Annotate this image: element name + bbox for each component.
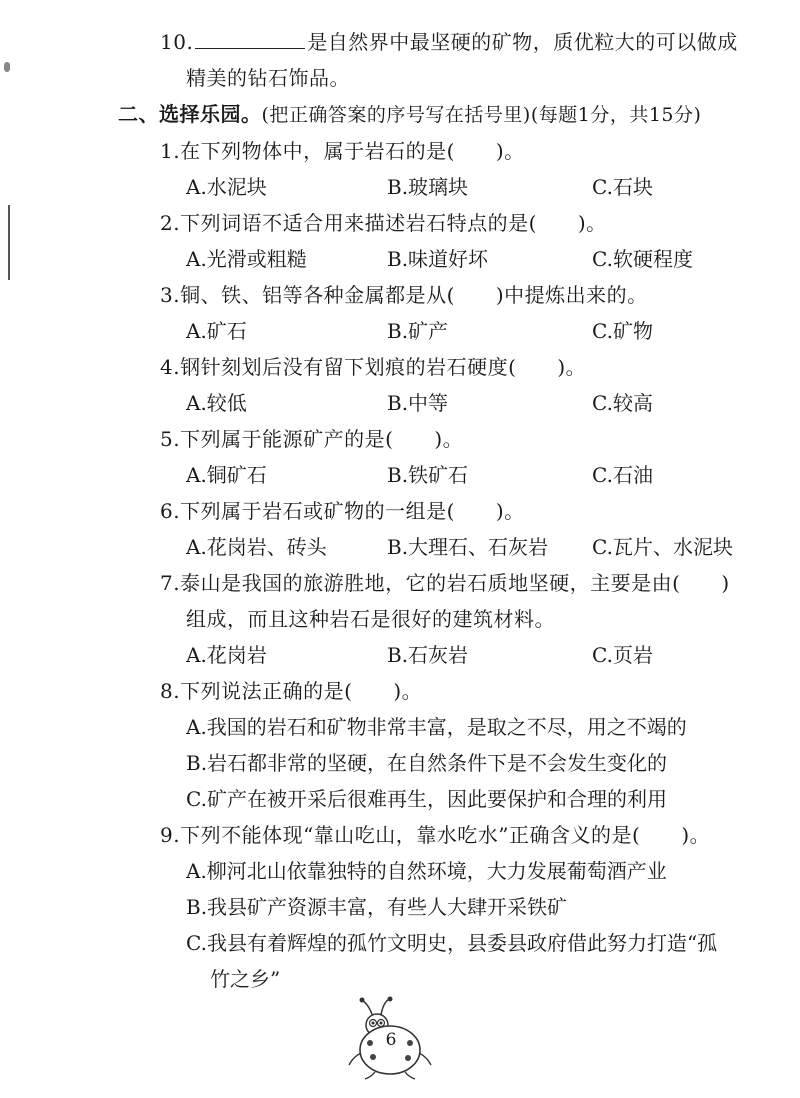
question-8-option-a[interactable]: A.我国的岩石和矿物非常丰富，是取之不尽，用之不竭的 (186, 715, 687, 739)
question-9-option-b[interactable]: B.我县矿产资源丰富，有些人大肆开采铁矿 (186, 895, 568, 919)
question-3-stem: 3.铜、铁、铝等各种金属都是从( )中提炼出来的。 (160, 283, 648, 307)
question-10-line1 (160, 28, 738, 56)
question-9-option-c-line1[interactable]: C.我县有着辉煌的孤竹文明史，县委县政府借此努力打造“孤 (186, 931, 718, 955)
question-1-option-b[interactable]: B.玻璃块 (387, 175, 469, 199)
question-5-stem: 5.下列属于能源矿产的是( )。 (160, 427, 464, 451)
question-5-option-c[interactable]: C.石油 (592, 463, 653, 487)
question-1-stem: 1.在下列物体中，属于岩石的是( )。 (160, 139, 525, 163)
question-3-option-c[interactable]: C.矿物 (592, 319, 653, 343)
question-3-option-b[interactable]: B.矿产 (387, 319, 449, 343)
question-8-option-c[interactable]: C.矿产在被开采后很难再生，因此要保护和合理的利用 (186, 787, 667, 811)
section-2-note: (把正确答案的序号写在括号里)(每题1分，共15分) (261, 104, 702, 126)
question-5-option-b[interactable]: B.铁矿石 (387, 463, 469, 487)
question-7-option-c[interactable]: C.页岩 (592, 643, 653, 667)
question-4-option-b[interactable]: B.中等 (387, 391, 449, 415)
question-8-stem: 8.下列说法正确的是( )。 (160, 679, 423, 703)
question-10-text: 是自然界中最坚硬的矿物，质优粒大的可以做成 (307, 30, 738, 54)
question-1-option-a[interactable]: A.水泥块 (186, 175, 267, 199)
question-7-option-a[interactable]: A.花岗岩 (186, 643, 267, 667)
question-2-option-b[interactable]: B.味道好坏 (387, 247, 489, 271)
question-4-option-a[interactable]: A.较低 (186, 391, 247, 415)
question-2-option-c[interactable]: C.软硬程度 (592, 247, 693, 271)
question-9-stem: 9.下列不能体现“靠山吃山，靠水吃水”正确含义的是( )。 (160, 823, 711, 847)
question-2-option-a[interactable]: A.光滑或粗糙 (186, 247, 307, 271)
margin-line (8, 205, 10, 280)
question-10-number: 10. (160, 30, 194, 54)
question-6-option-b[interactable]: B.大理石、石灰岩 (387, 535, 549, 559)
question-3-option-a[interactable]: A.矿石 (186, 319, 247, 343)
question-6-option-a[interactable]: A.花岗岩、砖头 (186, 535, 327, 559)
question-6-option-c[interactable]: C.瓦片、水泥块 (592, 535, 733, 559)
question-8-option-b[interactable]: B.岩石都非常的坚硬，在自然条件下是不会发生变化的 (186, 751, 668, 775)
margin-dot (4, 62, 10, 72)
question-5-option-a[interactable]: A.铜矿石 (186, 463, 267, 487)
question-7-option-b[interactable]: B.石灰岩 (387, 643, 469, 667)
answer-blank[interactable] (195, 28, 305, 49)
question-2-stem: 2.下列词语不适合用来描述岩石特点的是( )。 (160, 211, 607, 235)
section-2-title: 二、选择乐园。 (118, 102, 262, 126)
question-10-line2: 精美的钻石饰品。 (186, 66, 350, 90)
section-2-heading (118, 100, 701, 129)
question-7-stem-line2: 组成，而且这种岩石是很好的建筑材料。 (186, 607, 555, 631)
question-1-option-c[interactable]: C.石块 (592, 175, 653, 199)
question-9-option-c-line2[interactable]: 竹之乡” (210, 967, 281, 991)
question-6-stem: 6.下列属于岩石或矿物的一组是( )。 (160, 499, 525, 523)
page-number: 6 (385, 1030, 397, 1050)
question-9-option-a[interactable]: A.柳河北山依靠独特的自然环境，大力发展葡萄酒产业 (186, 859, 667, 883)
question-4-option-c[interactable]: C.较高 (592, 391, 653, 415)
question-4-stem: 4.钢针刻划后没有留下划痕的岩石硬度( )。 (160, 355, 587, 379)
question-7-stem-line1: 7.泰山是我国的旅游胜地，它的岩石质地坚硬，主要是由( ) (160, 571, 730, 595)
